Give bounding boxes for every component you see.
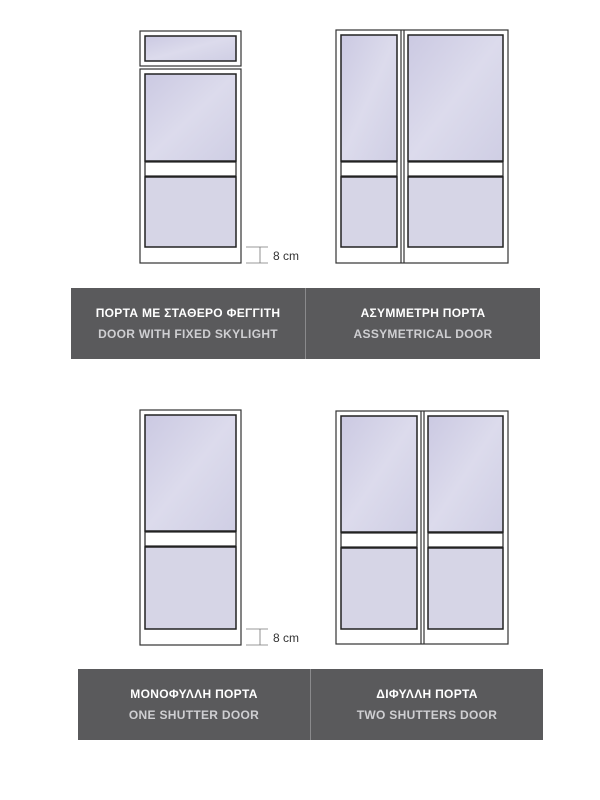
label-bar-top bbox=[71, 288, 540, 359]
dimension-label: 8 cm bbox=[273, 249, 300, 263]
upper-glass-panel bbox=[145, 415, 236, 531]
lower-glass-panel bbox=[145, 177, 236, 247]
label-greek: ΠΟΡΤΑ ΜΕ ΣΤΑΘΕΡΟ ΦΕΓΓΙΤΗ bbox=[95, 306, 281, 320]
label-greek: ΔΙΦΥΛΛΗ ΠΟΡΤΑ bbox=[376, 687, 478, 701]
narrow-leaf-rail bbox=[341, 162, 397, 176]
label-door-asymmetrical bbox=[305, 288, 540, 359]
right-leaf-rail bbox=[428, 533, 503, 547]
label-door-one-shutter bbox=[78, 669, 310, 740]
door-fixed-skylight-drawing bbox=[140, 31, 268, 263]
door-two-shutters-drawing bbox=[336, 411, 508, 644]
left-leaf-upper-glass bbox=[341, 416, 417, 532]
door-asymmetrical-drawing bbox=[336, 30, 508, 263]
left-leaf-lower-glass bbox=[341, 548, 417, 629]
label-bar-bottom bbox=[78, 669, 543, 740]
skylight-glass bbox=[145, 36, 236, 61]
label-english: TWO SHUTTERS DOOR bbox=[356, 708, 498, 722]
wide-leaf-rail bbox=[408, 162, 503, 176]
label-door-fixed-skylight bbox=[71, 288, 305, 359]
wide-leaf-lower-glass bbox=[408, 177, 503, 247]
label-english: ONE SHUTTER DOOR bbox=[128, 708, 260, 722]
lower-glass-panel bbox=[145, 547, 236, 629]
narrow-leaf-upper-glass bbox=[341, 35, 397, 161]
label-english: ASSYMETRICAL DOOR bbox=[353, 327, 493, 341]
wide-leaf-upper-glass bbox=[408, 35, 503, 161]
narrow-leaf-lower-glass bbox=[341, 177, 397, 247]
upper-glass-panel bbox=[145, 74, 236, 161]
label-door-two-shutters bbox=[310, 669, 543, 740]
door-one-shutter-drawing bbox=[140, 410, 268, 645]
label-greek: ΑΣΥΜΜΕΤΡΗ ΠΟΡΤΑ bbox=[360, 306, 486, 320]
middle-rail bbox=[145, 162, 236, 176]
label-greek: ΜΟΝΟΦΥΛΛΗ ΠΟΡΤΑ bbox=[130, 687, 258, 701]
middle-rail bbox=[145, 532, 236, 546]
right-leaf-upper-glass bbox=[428, 416, 503, 532]
right-leaf-lower-glass bbox=[428, 548, 503, 629]
dimension-label: 8 cm bbox=[273, 631, 300, 645]
left-leaf-rail bbox=[341, 533, 417, 547]
label-english: DOOR WITH FIXED SKYLIGHT bbox=[98, 327, 278, 341]
